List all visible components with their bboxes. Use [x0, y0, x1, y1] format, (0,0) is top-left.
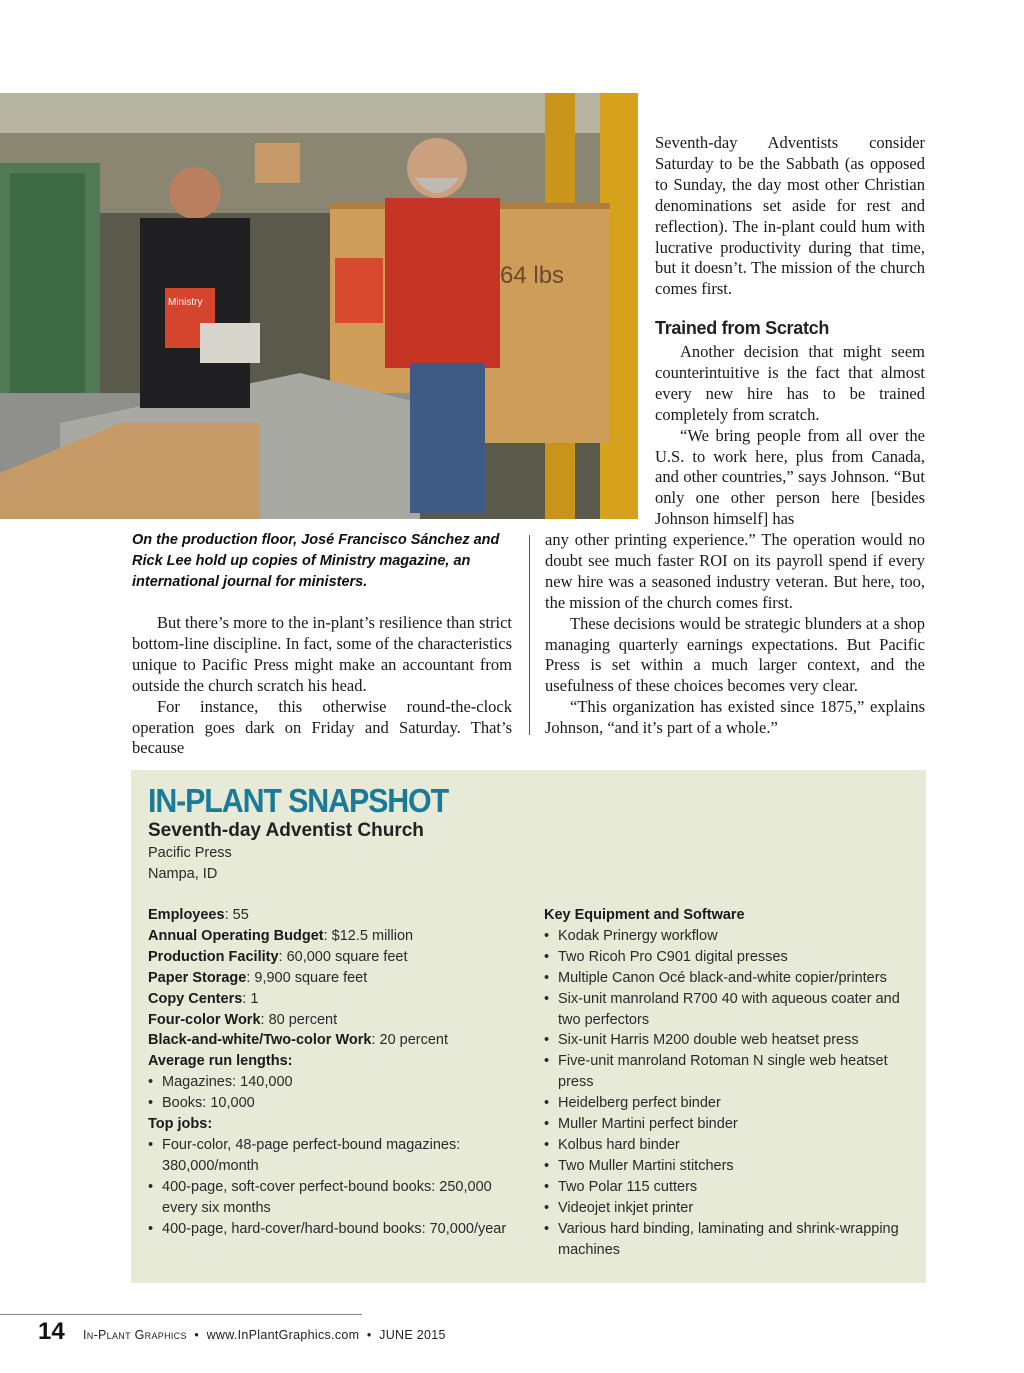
list-item	[544, 1156, 914, 1177]
list-item-text: Kodak Prinergy workflow	[558, 927, 718, 944]
list-item-text: Two Polar 115 cutters	[558, 1178, 698, 1195]
issue-date: JUNE 2015	[379, 1328, 446, 1342]
bullet-dot: •	[544, 1199, 550, 1216]
run-lengths-label: Average run lengths:	[148, 1053, 293, 1070]
in-plant-snapshot-box	[131, 770, 926, 1283]
article-paragraph: any other printing experience.” The operation would no doubt see much faster ROI on its payroll spend if every new hire was a seasoned industry veteran. But here, too, the mission of the church comes first.	[545, 530, 925, 612]
bullet-dot: •	[544, 1157, 550, 1174]
article-column-right-bottom	[545, 530, 925, 739]
snapshot-name: Pacific Press	[148, 845, 232, 861]
list-item	[544, 968, 914, 989]
list-item	[148, 1177, 518, 1219]
bullet-dot: •	[148, 1074, 154, 1091]
list-item-text: Books: 10,000	[162, 1095, 255, 1112]
list-item	[544, 1219, 914, 1261]
list-item	[544, 1030, 914, 1051]
bullet-dot: •	[148, 1178, 154, 1195]
article-paragraph: For instance, this otherwise round-the-clock operation goes dark on Friday and Saturday. That’s because	[132, 696, 512, 758]
page-number: 14	[38, 1318, 65, 1345]
fact-separator: :	[246, 969, 255, 986]
article-paragraph: Another decision that might seem counterintuitive is the fact that almost every new hire has to be trained completely from scratch.	[655, 342, 925, 424]
list-item-text: Six-unit Harris M200 double web heatset press	[558, 1032, 859, 1049]
fact-separator: :	[371, 1032, 380, 1049]
list-item	[148, 1219, 518, 1240]
bullet-dot: •	[544, 948, 550, 965]
list-item	[544, 1177, 914, 1198]
fact-row	[148, 947, 518, 968]
snapshot-organization: Seventh-day Adventist Church	[148, 820, 424, 841]
list-item	[544, 1051, 914, 1093]
list-item-text: Videojet inkjet printer	[558, 1199, 694, 1216]
fact-label: Employees	[148, 907, 225, 923]
bullet-dot: •	[148, 1095, 154, 1112]
fact-value: 9,900 square feet	[254, 969, 368, 986]
top-jobs-heading	[148, 1114, 518, 1135]
fact-value: $12.5 million	[331, 927, 414, 944]
list-item	[544, 1135, 914, 1156]
list-item	[544, 1198, 914, 1219]
article-column-right-mid	[655, 342, 925, 530]
equipment-label: Key Equipment and Software	[544, 907, 745, 923]
article-subhead: Trained from Scratch	[655, 318, 830, 338]
footer-text	[83, 1328, 446, 1342]
list-item-text: Various hard binding, laminating and shrink-wrapping machines	[558, 1220, 899, 1258]
fact-label: Production Facility	[148, 948, 279, 965]
equipment-heading	[544, 905, 914, 926]
fact-separator: :	[224, 907, 233, 923]
list-item-text: Magazines: 140,000	[162, 1074, 293, 1091]
list-item-text: Two Muller Martini stitchers	[558, 1157, 734, 1174]
fact-row	[148, 926, 518, 947]
website-link[interactable]: www.InPlantGraphics.com	[206, 1328, 360, 1342]
list-item	[544, 1114, 914, 1135]
list-item-text: Multiple Canon Océ black-and-white copier/printers	[558, 969, 887, 986]
bullet-dot: •	[544, 969, 550, 986]
footer-bullet: •	[194, 1328, 200, 1342]
bullet-dot: •	[544, 1032, 550, 1049]
list-item	[544, 947, 914, 968]
fact-separator: :	[323, 927, 332, 944]
snapshot-facts	[148, 905, 518, 1240]
fact-value: 1	[250, 990, 259, 1007]
list-item	[148, 1072, 518, 1093]
article-column-right-top	[655, 133, 925, 300]
magazine-label: Ministry	[168, 297, 203, 308]
bullet-dot: •	[544, 1178, 550, 1195]
fact-separator: :	[278, 948, 287, 965]
article-photo	[0, 93, 638, 519]
footer-rule	[0, 1314, 362, 1315]
article-paragraph: “We bring people from all over the U.S. to work here, plus from Canada, and other countries,” says Johnson. “But only one other person here [besides Johnson himself] has	[655, 425, 925, 529]
list-item	[544, 989, 914, 1031]
list-item-text: Kolbus hard binder	[558, 1136, 680, 1153]
article-paragraph: But there’s more to the in-plant’s resilience than strict bottom-line discipline. In fact, some of the characteristics unique to Pacific Press might make an accountant from outside the church scratch his head.	[132, 613, 512, 695]
crate-marking: 64 lbs	[500, 262, 565, 289]
fact-row	[148, 1030, 518, 1051]
bullet-dot: •	[544, 1220, 550, 1237]
article-paragraph: “This organization has existed since 1875,” explains Johnson, “and it’s part of a whole.”	[545, 697, 925, 738]
bullet-dot: •	[148, 1220, 154, 1237]
list-item-text: Four-color, 48-page perfect-bound magazines: 380,000/month	[162, 1136, 461, 1174]
top-jobs-label: Top jobs:	[148, 1116, 213, 1133]
list-item-text: Muller Martini perfect binder	[558, 1116, 738, 1133]
list-item-text: Heidelberg perfect binder	[558, 1095, 721, 1112]
fact-separator: :	[242, 990, 251, 1007]
list-item-text: Six-unit manroland R700 40 with aqueous coater and two perfectors	[558, 990, 900, 1028]
list-item-text: 400-page, soft-cover perfect-bound books: 250,000 every six months	[162, 1178, 492, 1216]
bullet-dot: •	[544, 927, 550, 944]
fact-label: Four-color Work	[148, 1011, 261, 1028]
fact-value: 80 percent	[268, 1011, 338, 1028]
list-item-text: Five-unit manroland Rotoman N single web heatset press	[558, 1053, 888, 1091]
article-paragraph: These decisions would be strategic blunders at a shop managing quarterly earnings expectations. But Pacific Press is set within a much larger context, and the usefulness of these choices becomes very clear.	[545, 613, 925, 696]
list-item	[544, 1093, 914, 1114]
bullet-dot: •	[544, 1116, 550, 1133]
snapshot-location: Nampa, ID	[148, 865, 218, 882]
list-item	[148, 1093, 518, 1114]
fact-label: Paper Storage	[148, 969, 247, 986]
fact-label: Copy Centers	[148, 990, 243, 1007]
run-lengths-heading	[148, 1051, 518, 1072]
column-divider	[529, 535, 530, 735]
fact-separator: :	[260, 1011, 269, 1028]
fact-value: 60,000 square feet	[286, 948, 408, 965]
list-item	[148, 1135, 518, 1177]
bullet-dot: •	[148, 1136, 154, 1153]
photo-illustration	[0, 93, 638, 519]
list-item-text: Two Ricoh Pro C901 digital presses	[558, 948, 788, 965]
bullet-dot: •	[544, 990, 550, 1007]
fact-label: Black-and-white/Two-color Work	[148, 1032, 372, 1049]
list-item-text: 400-page, hard-cover/hard-bound books: 70,000/year	[162, 1220, 507, 1237]
fact-row	[148, 1010, 518, 1031]
bullet-dot: •	[544, 1095, 550, 1112]
snapshot-equipment	[544, 905, 914, 1260]
fact-value: 20 percent	[379, 1032, 449, 1049]
snapshot-title: IN-PLANT SNAPSHOT	[148, 782, 449, 819]
fact-row	[148, 989, 518, 1010]
article-paragraph: Seventh-day Adventists consider Saturday to be the Sabbath (as opposed to Sunday, the day most other Christian denominations set aside for rest and reflection). The in-plant could hum with lucrative productivity during that time, but it doesn’t. The mission of the church comes first.	[655, 133, 925, 299]
publication-name: In-Plant Graphics	[83, 1328, 187, 1342]
footer-bullet: •	[366, 1328, 372, 1342]
article-column-left	[132, 613, 512, 759]
fact-value: 55	[232, 907, 249, 923]
fact-row	[148, 968, 518, 989]
photo-caption: On the production floor, José Francisco Sánchez and Rick Lee hold up copies of Ministry magazine, an international journal for ministers.	[132, 532, 500, 590]
bullet-dot: •	[544, 1136, 550, 1153]
bullet-dot: •	[544, 1053, 550, 1070]
fact-row	[148, 905, 518, 926]
fact-label: Annual Operating Budget	[148, 927, 324, 944]
list-item	[544, 926, 914, 947]
snapshot-location-block	[148, 843, 232, 885]
